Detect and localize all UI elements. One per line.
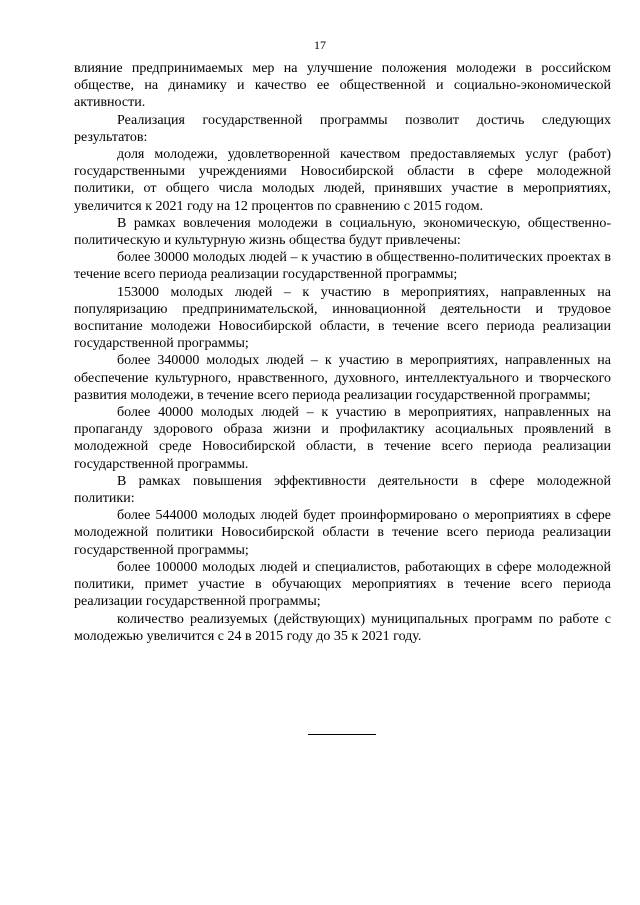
- paragraph-municipal-programs: количество реализуемых (действующих) муниципальных программ по работе с молодежью увеличится с 24 в 2015 году до 35 к 2021 году.: [74, 611, 611, 644]
- paragraph-continuation: влияние предпринимаемых мер на улучшение положения молодежи в российском обществе, на динамику и качество ее общественной и социально-экономической активности.: [74, 61, 611, 111]
- paragraph-civic-projects: более 30000 молодых людей – к участию в общественно-политических проектах в течение всего периода реализации государственной программы;: [74, 250, 611, 283]
- document-body: [74, 60, 611, 645]
- closing-divider: [308, 734, 376, 735]
- paragraph-involvement-intro: В рамках вовлечения молодежи в социальную, экономическую, общественно-политическую и культурную жизнь общества будут привлечены:: [74, 215, 611, 249]
- paragraph-training: более 100000 молодых людей и специалистов, работающих в сфере молодежной политики, примет участие в обучающих мероприятиях в течение всего периода реализации государственной программы;: [74, 559, 611, 610]
- page-number: 17: [314, 38, 326, 52]
- paragraph-informed-youth: более 544000 молодых людей будет проинформировано о мероприятиях в сфере молодежной политики Новосибирской области в течение всего периода реализации государственной программы;: [74, 508, 611, 558]
- paragraph-entrepreneurship: 153000 молодых людей – к участию в мероприятиях, направленных на популяризацию предпринимательской, инновационной деятельности и трудовое воспитание молодежи Новосибирской области, в течение всего периода реализации государственной программы;: [74, 284, 611, 352]
- paragraph-healthy-lifestyle: более 40000 молодых людей – к участию в мероприятиях, направленных на пропаганду здорового образа жизни и профилактику асоциальных проявлений в молодежной среде Новосибирской области, в течение всего периода реализации государственной программы.: [74, 405, 611, 472]
- paragraph-youth-share: доля молодежи, удовлетворенной качеством предоставляемых услуг (работ) государственными учреждениями Новосибирской области в сфере молодежной политики, от общего числа молодых людей, принявших участие в мероприятиях, увеличится к 2021 году на 12 процентов по сравнению с 2015 годом.: [74, 147, 611, 214]
- paragraph-efficiency-intro: В рамках повышения эффективности деятельности в сфере молодежной политики:: [74, 473, 611, 507]
- paragraph-results-intro: Реализация государственной программы позволит достичь следующих результатов:: [74, 112, 611, 145]
- paragraph-cultural-development: более 340000 молодых людей – к участию в мероприятиях, направленных на обеспечение культурного, нравственного, духовного, интеллектуального и творческого развития молодежи, в течение всего периода реализации государственной программы;: [74, 353, 611, 403]
